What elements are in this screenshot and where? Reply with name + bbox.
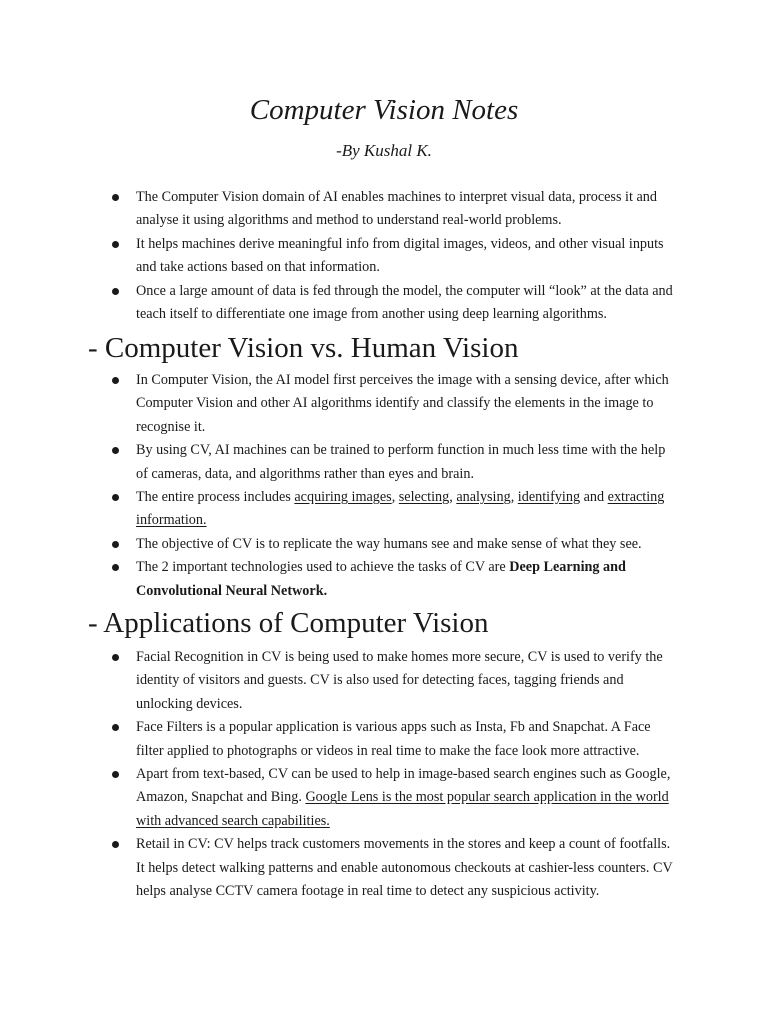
section-cv-vs-human — [0, 369, 768, 603]
list-item: The Computer Vision domain of AI enables machines to interpret visual data, process it and analyse it using algorithms and method to understand real-world problems. — [0, 186, 768, 233]
list-item: Facial Recognition in CV is being used to make homes more secure, CV is used to verify the identity of visitors and guests. CV is also used for detecting faces, tagging friends and unlocking devices. — [0, 646, 768, 716]
list-item: Once a large amount of data is fed through the model, the computer will “look” at the data and teach itself to differentiate one image from another using deep learning algorithms. — [0, 280, 768, 327]
cv-vs-human-list — [0, 369, 768, 603]
bullet-icon — [112, 194, 119, 201]
list-item: Retail in CV: CV helps track customers movements in the stores and keep a count of footfalls. It helps detect walking patterns and enable autonomous checkouts at cashier-less counters. CV helps analyse CCTV camera footage in real time to detect any suspicious activity. — [0, 833, 768, 903]
list-item: Apart from text-based, CV can be used to help in image-based search engines such as Google, Amazon, Snapchat and Bing. Google Lens is the most popular search application in the world with advanced search capabilities. — [0, 763, 768, 833]
bullet-icon — [112, 494, 119, 501]
google-lens-note: Google Lens is the most popular search application in the world with advanced search capabilities. — [136, 789, 669, 829]
section-applications — [0, 646, 768, 903]
link-acquiring-images: acquiring images — [294, 489, 392, 506]
list-item: By using CV, AI machines can be trained to perform function in much less time with the help of cameras, data, and algorithms rather than eyes and brain. — [0, 439, 768, 486]
bullet-icon — [112, 771, 119, 778]
list-item: Face Filters is a popular application is various apps such as Insta, Fb and Snapchat. A Face filter applied to photographs or videos in real time to make the face look more attractive. — [0, 716, 768, 763]
intro-section — [0, 186, 768, 326]
list-item: It helps machines derive meaningful info from digital images, videos, and other visual inputs and take actions based on that information. — [0, 233, 768, 280]
link-analysing: analysing — [456, 489, 511, 506]
key-technologies: Deep Learning and Convolutional Neural Network. — [136, 559, 626, 599]
link-extracting-information: extracting information. — [136, 489, 665, 529]
author-line: -By Kushal K. — [336, 141, 432, 160]
bullet-icon — [112, 724, 119, 731]
list-item: The 2 important technologies used to achieve the tasks of CV are Deep Learning and Convolutional Neural Network. — [0, 556, 768, 603]
bullet-icon — [112, 377, 119, 384]
list-item: The objective of CV is to replicate the way humans see and make sense of what they see. — [0, 533, 768, 556]
bullet-icon — [112, 654, 119, 661]
section-heading-applications: - Applications of Computer Vision — [88, 607, 489, 639]
bullet-icon — [112, 841, 119, 848]
bullet-icon — [112, 288, 119, 295]
bullet-icon — [112, 541, 119, 548]
link-selecting: selecting — [398, 489, 450, 506]
page-title: Computer Vision Notes — [249, 94, 519, 126]
bullet-icon — [112, 564, 119, 571]
applications-list — [0, 646, 768, 903]
list-item: The entire process includes acquiring images, selecting, analysing, identifying and extracting information. — [0, 486, 768, 533]
link-identifying: identifying — [517, 489, 581, 506]
bullet-icon — [112, 447, 119, 454]
intro-list — [0, 186, 768, 326]
list-item: In Computer Vision, the AI model first perceives the image with a sensing device, after which Computer Vision and other AI algorithms identify and classify the elements in the image to recognise it. — [0, 369, 768, 439]
section-heading-cv-vs-human: - Computer Vision vs. Human Vision — [88, 332, 519, 364]
bullet-icon — [112, 241, 119, 248]
